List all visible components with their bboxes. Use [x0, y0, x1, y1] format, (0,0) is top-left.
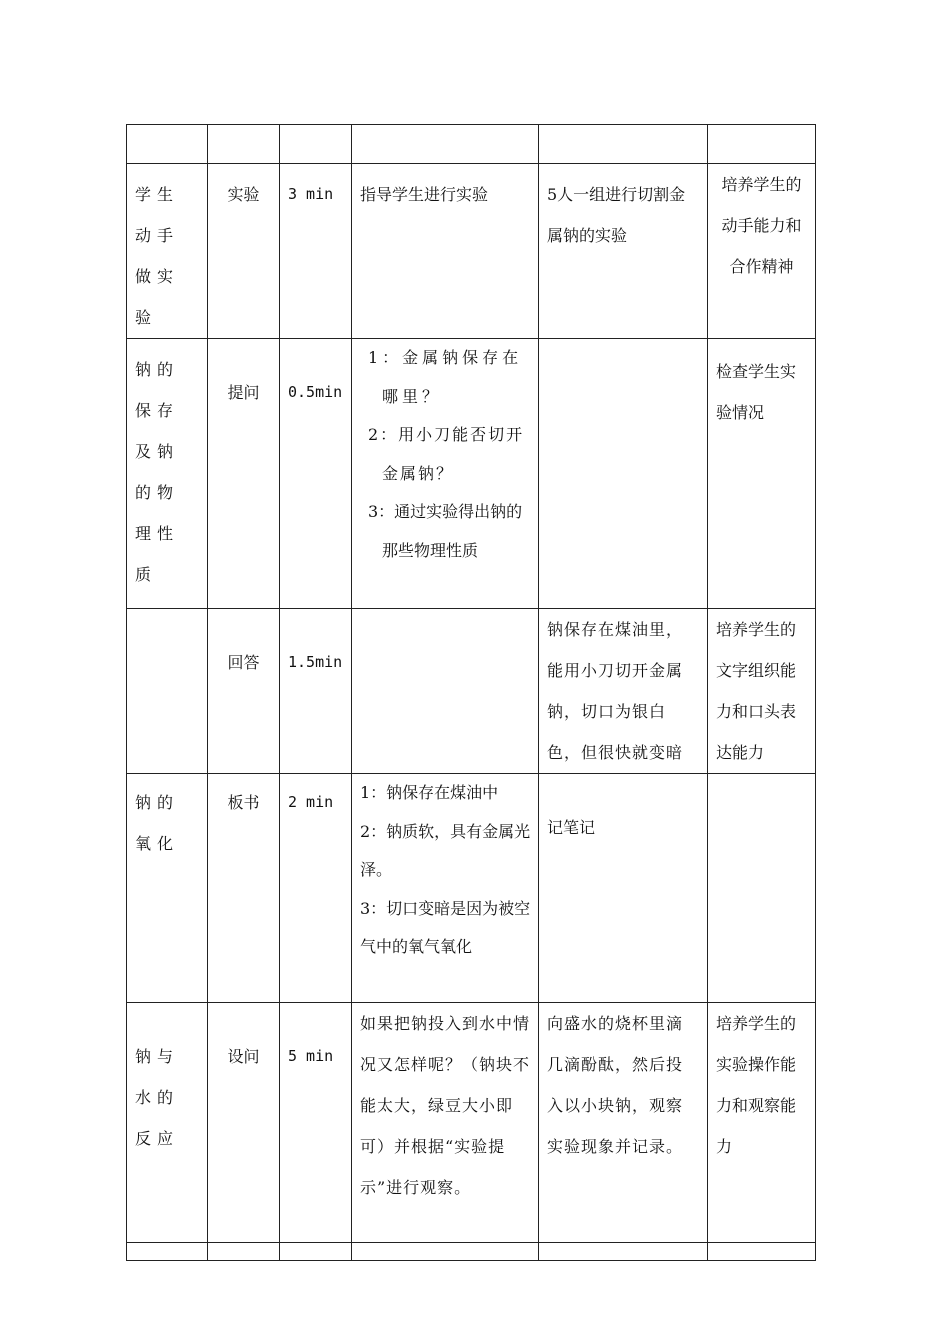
- purpose-text: 检查学生实验情况: [716, 362, 797, 422]
- section-text: 钠与水的反应: [135, 1047, 180, 1148]
- activity-text: 回答: [227, 653, 260, 672]
- purpose-cell: [708, 125, 816, 164]
- section-cell: [127, 1003, 208, 1243]
- section-cell: [127, 609, 208, 774]
- time-text: 2 min: [288, 793, 334, 811]
- teacher-text: 指导学生进行实验: [360, 185, 489, 204]
- teacher-line: 2：用小刀能否切开金属钠？: [368, 425, 525, 483]
- time-cell: [280, 774, 352, 1003]
- student-text: 钠保存在煤油里，能用小刀切开金属钠，切口为银白色，但很快就变暗: [547, 620, 684, 762]
- time-cell: [280, 125, 352, 164]
- time-text: 0.5min: [288, 383, 343, 401]
- time-text: 1.5min: [288, 653, 343, 671]
- teacher-text: 如果把钠投入到水中情况又怎样呢？（钠块不能太大，绿豆大小即可）并根据“实验提示”进行观察。: [360, 1014, 531, 1197]
- section-cell: [127, 125, 208, 164]
- teacher-cell: [352, 609, 539, 774]
- teacher-line: 1：钠保存在煤油中: [360, 783, 499, 802]
- section-text: 钠的保存及钠的物理性质: [135, 360, 180, 584]
- time-text: 5 min: [288, 1047, 334, 1065]
- section-cell: [127, 164, 208, 339]
- student-cell: [539, 1243, 708, 1261]
- table-row: [127, 164, 816, 339]
- student-cell: [539, 609, 708, 774]
- activity-cell: [208, 339, 280, 609]
- time-cell: [280, 339, 352, 609]
- table-row: [127, 1243, 816, 1261]
- teacher-cell: [352, 164, 539, 339]
- section-cell: [127, 774, 208, 1003]
- table-row: [127, 1003, 816, 1243]
- table-row: [127, 774, 816, 1003]
- activity-cell: [208, 774, 280, 1003]
- table-row: [127, 125, 816, 164]
- time-cell: [280, 609, 352, 774]
- purpose-cell: [708, 1243, 816, 1261]
- activity-cell: [208, 164, 280, 339]
- activity-cell: [208, 125, 280, 164]
- purpose-text: 培养学生的动手能力和合作精神: [721, 175, 802, 276]
- teacher-cell: [352, 774, 539, 1003]
- student-cell: [539, 1003, 708, 1243]
- student-cell: [539, 125, 708, 164]
- teacher-cell: [352, 125, 539, 164]
- purpose-cell: [708, 609, 816, 774]
- table-row: [127, 339, 816, 609]
- purpose-text: 培养学生的实验操作能力和观察能力: [716, 1014, 797, 1156]
- teacher-line: 3：切口变暗是因为被空气中的氧气氧化: [360, 898, 531, 956]
- activity-cell: [208, 609, 280, 774]
- time-cell: [280, 1003, 352, 1243]
- activity-text: 实验: [227, 185, 260, 204]
- section-text: 学生动手做实验: [135, 185, 180, 327]
- activity-cell: [208, 1243, 280, 1261]
- activity-text: 设问: [227, 1047, 260, 1066]
- purpose-text: 培养学生的文字组织能力和口头表达能力: [716, 620, 797, 762]
- student-text: 向盛水的烧杯里滴几滴酚酞，然后投入以小块钠，观察实验现象并记录。: [547, 1014, 684, 1156]
- teacher-line: 3：通过实验得出钠的那些物理性质: [368, 502, 523, 560]
- student-cell: [539, 774, 708, 1003]
- lesson-plan-table: [126, 124, 816, 1261]
- teacher-cell: [352, 339, 539, 609]
- teacher-line: 2：钠质软，具有金属光泽。: [360, 821, 531, 879]
- section-cell: [127, 1243, 208, 1261]
- student-cell: [539, 164, 708, 339]
- section-cell: [127, 339, 208, 609]
- table-row: [127, 609, 816, 774]
- teacher-line: 1：金属钠保存在哪里？: [368, 348, 523, 406]
- student-text: 记笔记: [547, 818, 596, 837]
- teacher-cell: [352, 1003, 539, 1243]
- teacher-cell: [352, 1243, 539, 1261]
- section-text: 钠的氧化: [135, 793, 180, 853]
- student-cell: [539, 339, 708, 609]
- activity-cell: [208, 1003, 280, 1243]
- purpose-cell: [708, 164, 816, 339]
- purpose-cell: [708, 774, 816, 1003]
- time-cell: [280, 1243, 352, 1261]
- time-cell: [280, 164, 352, 339]
- purpose-cell: [708, 339, 816, 609]
- activity-text: 板书: [227, 793, 260, 812]
- student-text: 5人一组进行切割金属钠的实验: [547, 185, 686, 245]
- purpose-cell: [708, 1003, 816, 1243]
- activity-text: 提问: [227, 383, 260, 402]
- time-text: 3 min: [288, 185, 334, 203]
